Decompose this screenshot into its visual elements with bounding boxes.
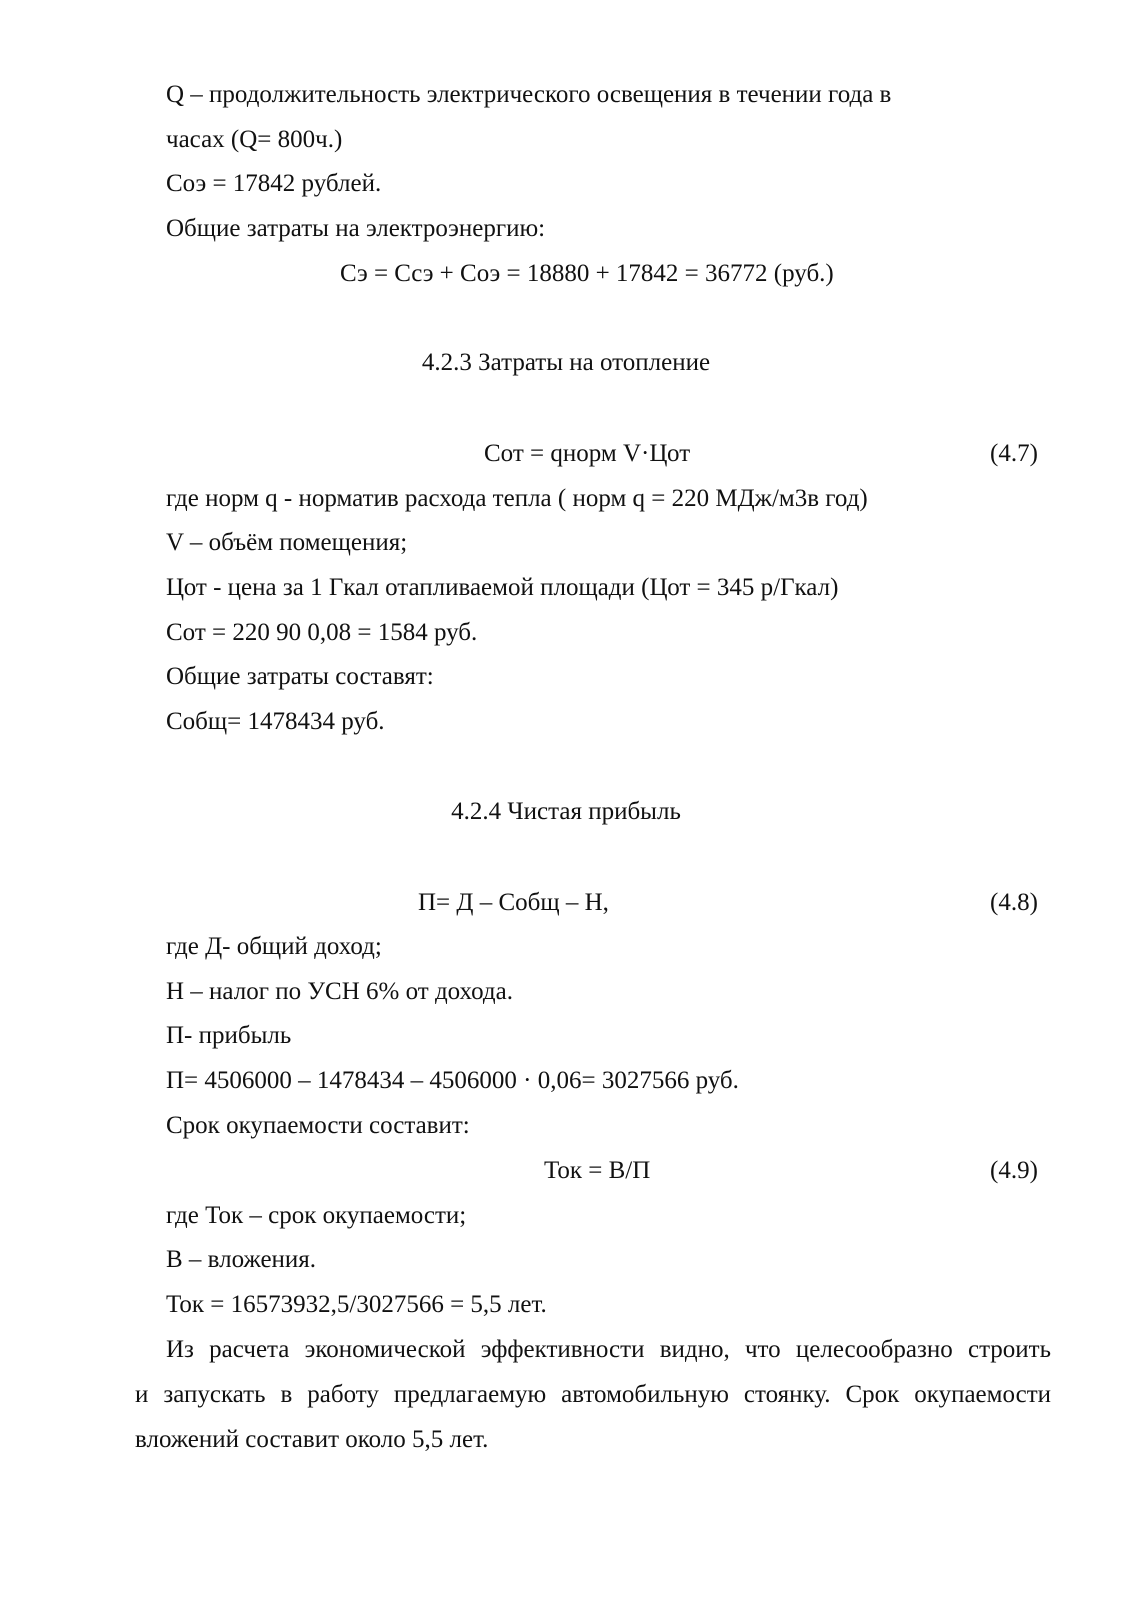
text-line-lighting-duration: Q – продолжительность электрического освещения в течении года в — [166, 81, 892, 108]
equation-number-4-7: (4.7) — [990, 440, 1038, 467]
conclusion-line-2: и запускать в работу предлагаемую автомобильную стоянку. Срок окупаемости — [135, 1381, 1051, 1408]
text-line-total-costs-value: Собщ= 1478434 руб. — [166, 708, 385, 735]
equation-number-4-8: (4.8) — [990, 889, 1038, 916]
formula-heating: Сот = qнорм V·Цот — [484, 440, 691, 467]
text-line-coe-value: Соэ = 17842 рублей. — [166, 170, 382, 197]
formula-electricity-total: Сэ = Ссэ + Соэ = 18880 + 17842 = 36772 (руб.) — [340, 260, 834, 287]
text-line-payback-period: где Ток – срок окупаемости; — [166, 1202, 467, 1229]
text-line-total-costs-label: Общие затраты составят: — [166, 663, 434, 690]
formula-profit: П= Д – Собщ – Н, — [418, 889, 609, 916]
text-line-room-volume: V – объём помещения; — [166, 529, 408, 556]
text-line-heating-price: Цот - цена за 1 Гкал отапливаемой площади (Цот = 345 р/Гкал) — [166, 574, 839, 601]
text-line-profit-calc: П= 4506000 – 1478434 – 4506000 · 0,06= 3027566 руб. — [166, 1067, 739, 1094]
equation-number-4-9: (4.9) — [990, 1157, 1038, 1184]
text-line-tax: Н – налог по УСН 6% от дохода. — [166, 978, 513, 1005]
text-line-investments: В – вложения. — [166, 1246, 317, 1273]
text-line-heat-norm: где норм q - норматив расхода тепла ( норм q = 220 МДж/м3в год) — [166, 485, 868, 512]
section-heading-heating: 4.2.3 Затраты на отопление — [421, 349, 711, 376]
conclusion-line-3: вложений составит около 5,5 лет. — [135, 1426, 489, 1453]
text-line-electricity-total-label: Общие затраты на электроэнергию: — [166, 215, 546, 242]
section-heading-net-profit: 4.2.4 Чистая прибыль — [451, 798, 681, 825]
text-line-payback-label: Срок окупаемости составит: — [166, 1112, 470, 1139]
text-line-income: где Д- общий доход; — [166, 933, 382, 960]
text-line-payback-calc: Ток = 16573932,5/3027566 = 5,5 лет. — [166, 1291, 547, 1318]
text-line-hours: часах (Q= 800ч.) — [166, 126, 343, 153]
text-line-heating-calc: Сот = 220 90 0,08 = 1584 руб. — [166, 619, 478, 646]
text-line-profit: П- прибыль — [166, 1022, 292, 1049]
formula-payback: Ток = В/П — [544, 1157, 651, 1184]
conclusion-line-1: Из расчета экономической эффективности видно, что целесообразно строить — [166, 1336, 1051, 1363]
